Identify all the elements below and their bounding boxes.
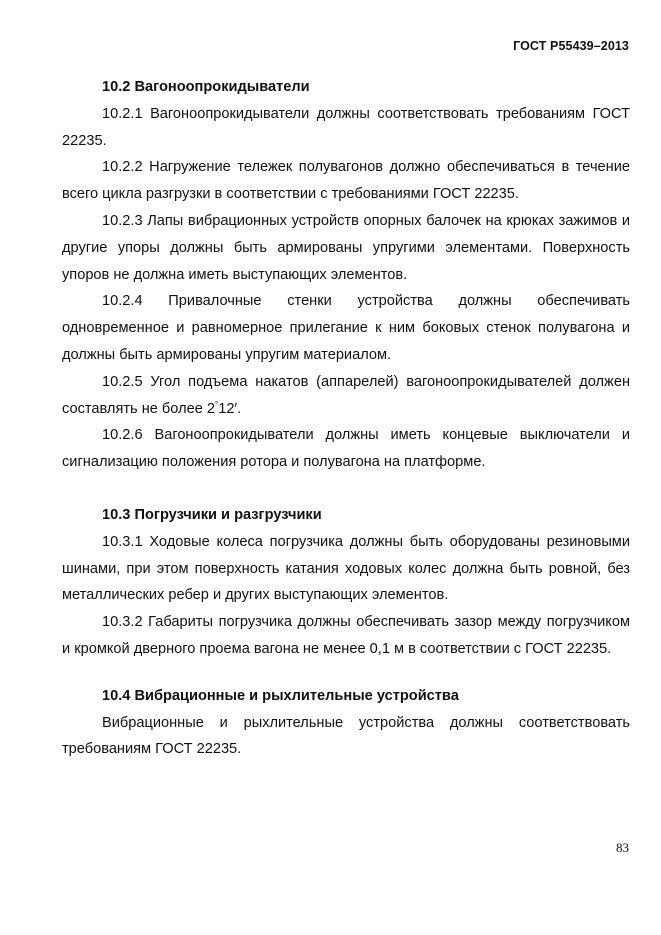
document-body [62, 74, 630, 763]
angle-minutes: 12′. [218, 400, 242, 417]
section-heading-10-4: 10.4 Вибрационные и рыхлительные устройства [102, 687, 459, 704]
paragraph-10-2-1: 10.2.1 Вагоноопрокидыватели должны соответствовать требованиям ГОСТ 22235. [62, 105, 630, 149]
paragraph-10-4: Вибрационные и рыхлительные устройства должны соответствовать требованиям ГОСТ 22235. [62, 714, 630, 758]
paragraph-10-2-3: 10.2.3 Лапы вибрационных устройств опорных балочек на крюках зажимов и другие упоры должны быть армированы упругими элементами. Поверхность упоров не должна иметь выступающих элементов. [62, 212, 630, 283]
paragraph-10-2-2: 10.2.2 Нагружение тележек полувагонов должно обеспечиваться в течение всего цикла разгрузки в соответствии с требованиями ГОСТ 22235. [62, 159, 630, 203]
paragraph-10-2-4: 10.2.4 Привалочные стенки устройства должны обеспечивать одновременное и равномерное прилегание к ним боковых стенок полувагона и должны быть армированы упругим материалом. [62, 293, 630, 363]
section-spacer [62, 663, 630, 683]
paragraph-10-2-6: 10.2.6 Вагоноопрокидыватели должны иметь концевые выключатели и сигнализацию положения ротора и полувагона на платформе. [62, 427, 630, 471]
page-number: 83 [616, 840, 629, 855]
section-spacer [62, 476, 630, 502]
paragraph-10-2-5 [62, 369, 630, 423]
paragraph-10-3-2: 10.3.2 Габариты погрузчика должны обеспечивать зазор между погрузчиком и кромкой дверного проема вагона не менее 0,1 м в соответствии с ГОСТ 22235. [62, 614, 630, 657]
paragraph-10-2-5-text: 10.2.5 Угол подъема накатов (аппарелей) вагоноопрокидывателей должен составлять не более 2 [62, 373, 630, 417]
running-header: ГОСТ Р55439–2013 [513, 39, 629, 53]
degree-sign: ° [215, 399, 219, 409]
paragraph-10-3-1: 10.3.1 Ходовые колеса погрузчика должны быть оборудованы резиновыми шинами, при этом поверхность катания ходовых колес должна быть ровной, без металлических ребер и других выступающих элементов. [62, 533, 630, 604]
section-heading-10-2: 10.2 Вагоноопрокидыватели [102, 79, 310, 95]
section-heading-10-3: 10.3 Погрузчики и разгрузчики [102, 506, 322, 523]
